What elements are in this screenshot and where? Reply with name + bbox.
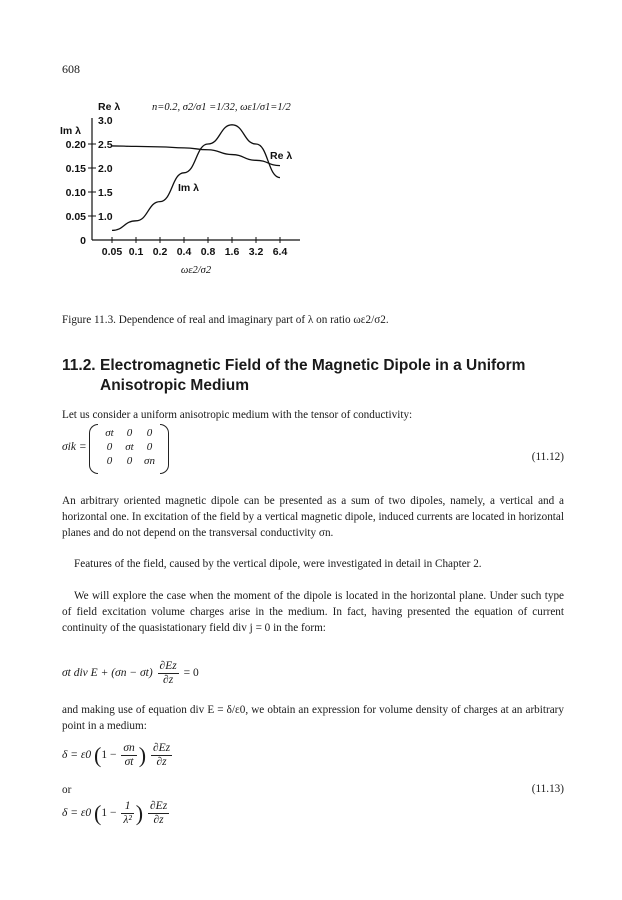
x-tick-label: 0.8: [200, 246, 216, 258]
y-left-tick-label: 0.10: [65, 187, 86, 199]
x-tick-label: 3.2: [248, 246, 264, 258]
paragraph-horizontal-dipole: We will explore the case when the moment of the dipole is located in the horizontal plane. Under such type of field excitation volume charges arise in the medium. In fact, having presented the equation of current continuity of the quasistationary field div j = 0 in the form:: [62, 590, 564, 634]
frac-numerator: ∂Ez: [149, 800, 168, 812]
x-tick-label: 0.2: [152, 246, 168, 258]
frac-denominator: ∂z: [163, 674, 174, 686]
y-left-tick-label: 0: [80, 235, 86, 247]
paragraph-dipole-decomposition: An arbitrary oriented magnetic dipole can be presented as a sum of two dipoles, namely, a vertical and a horizontal one. In excitation of the field by a vertical magnetic dipole, induced currents are located in horizontal planes and do not depend on the transversal conductivity σn.: [62, 495, 564, 539]
y-right-tick-label: 2.0: [98, 163, 113, 175]
y-right-tick-label: 2.5: [98, 139, 113, 151]
y-left-tick-label: 0.20: [65, 139, 86, 151]
x-tick-label: 6.4: [272, 246, 288, 258]
re-curve-label: Re λ: [270, 150, 293, 163]
y-left-tick-label: 0.15: [65, 163, 86, 175]
y-right-tick-label: 1.5: [98, 187, 113, 199]
y-right-tick-label: 1.0: [98, 211, 113, 223]
y-left-tick-label: 0.05: [65, 211, 86, 223]
continuity-rhs: = 0: [183, 667, 199, 680]
figure-caption: Figure 11.3. Dependence of real and imaginary part of λ on ratio ωε2/σ2.: [62, 314, 389, 326]
series-line-re: [112, 146, 280, 166]
matrix-cell: σn: [144, 455, 155, 467]
matrix-cell: 0: [106, 441, 113, 453]
im-curve-label: Im λ: [178, 182, 200, 195]
y-right-tick-label: 3.0: [98, 115, 113, 127]
x-tick-label: 0.4: [176, 246, 192, 258]
frac-denominator: ∂z: [156, 756, 167, 768]
matrix-cell: 0: [126, 427, 133, 439]
frac-numerator: 1: [121, 800, 133, 814]
lambda-ratio: [121, 800, 133, 827]
section-title-line1: Electromagnetic Field of the Magnetic Dipole in a Uniform: [100, 357, 526, 374]
frac-denominator: λ²: [123, 814, 132, 826]
continuity-lhs: σt div E + (σn − σt): [62, 667, 153, 680]
frac-numerator: ∂Ez: [159, 660, 177, 672]
conductivity-tensor-matrix: [89, 426, 169, 468]
y-right-axis-title: Re λ: [98, 101, 121, 113]
conjunction-or: or: [62, 784, 72, 796]
matrix-cell: σt: [105, 427, 114, 439]
page-number: 608: [62, 62, 80, 76]
conductivity-ratio: [121, 742, 136, 769]
equation-number-11-12: (11.12): [531, 451, 564, 463]
equation-11-12: [62, 426, 169, 468]
x-axis-label: ωε2/σ2: [180, 265, 212, 276]
x-tick-label: 0.05: [101, 246, 123, 258]
y-left-axis-title: Im λ: [60, 125, 82, 137]
section-heading: [62, 356, 582, 396]
paragraph-vertical-dipole: Features of the field, caused by the vertical dipole, were investigated in detail in Chapter 2.: [74, 558, 482, 570]
frac-numerator: ∂Ez: [152, 742, 171, 754]
frac-denominator: σt: [124, 756, 134, 768]
paragraph-intro: Let us consider a uniform anisotropic medium with the tensor of conductivity:: [62, 409, 413, 421]
x-tick-label: 1.6: [224, 246, 240, 258]
ez-derivative: [148, 800, 169, 827]
chart-title: n=0.2, σ2/σ1 =1/32, ωε1/σ1=1/2: [152, 102, 291, 113]
paragraph-charge-density: and making use of equation div E = δ/ε0, we obtain an expression for volume density of charges at an arbitrary point in a medium:: [62, 704, 564, 732]
ez-derivative: [151, 742, 172, 769]
continuity-derivative: [158, 660, 179, 687]
eq-11-13a-lhs: δ = ε0: [62, 749, 92, 762]
matrix-cell: 0: [126, 455, 133, 467]
equation-continuity: [62, 660, 199, 687]
series-line-im: [112, 125, 280, 231]
equation-number-11-13: (11.13): [531, 783, 564, 795]
section-title-line2: Anisotropic Medium: [100, 377, 249, 394]
section-number: 11.2.: [62, 357, 96, 374]
matrix-cell: 0: [146, 441, 153, 453]
equation-11-13b: δ = ε0 (1 − $\frac{1}{\text{λ²}}$ ) $\frac{\partial Ez}{\partial z}$: [62, 800, 168, 826]
matrix-cell: σt: [125, 441, 134, 453]
eq-11-13b-lhs: δ = ε0: [62, 807, 92, 820]
equation-11-13a: δ = ε0 (1 − $\frac{\sigma n}{\sigma t}$ ) $\frac{\partial Ez}{\partial z}$: [62, 742, 171, 768]
frac-denominator: ∂z: [153, 814, 164, 826]
frac-numerator: σn: [123, 742, 135, 754]
matrix-cell: 0: [106, 455, 113, 467]
figure-chart: [60, 98, 530, 278]
x-tick-label: 0.1: [128, 246, 144, 258]
equation-11-12-lhs: σik =: [62, 441, 87, 453]
matrix-cell: 0: [146, 427, 153, 439]
